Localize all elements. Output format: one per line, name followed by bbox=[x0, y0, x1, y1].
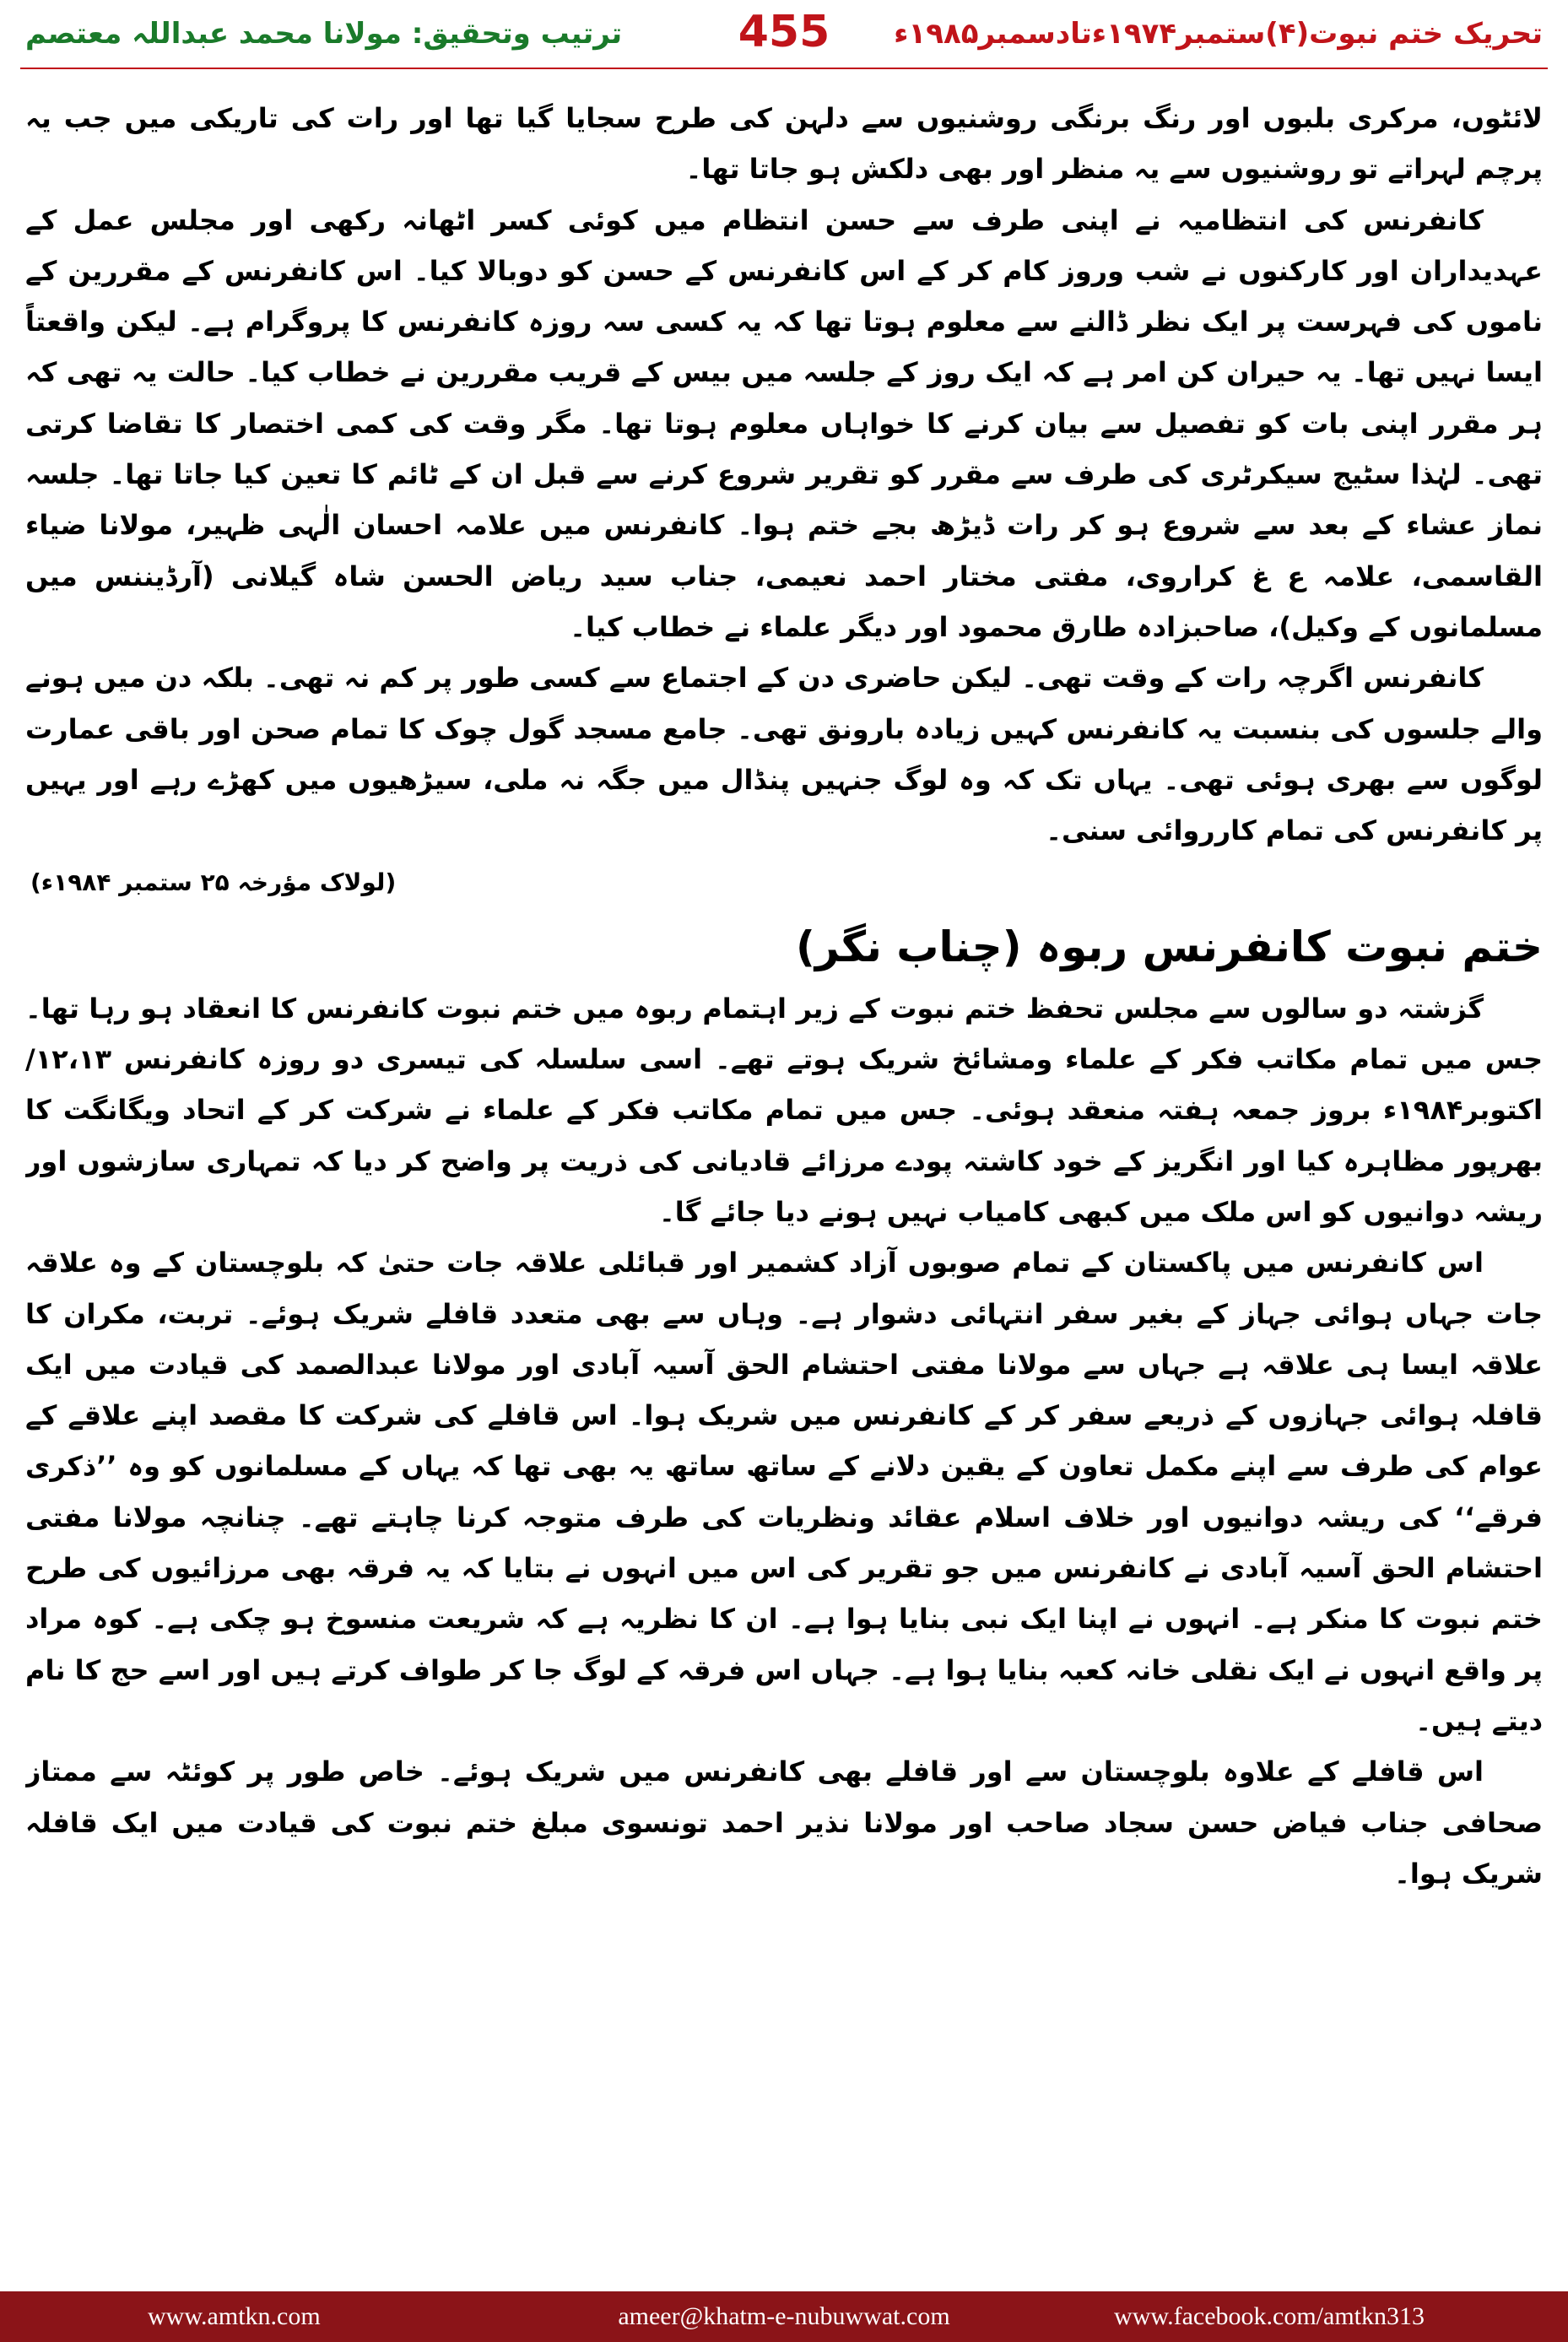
header-divider bbox=[20, 68, 1548, 69]
compiler-credit: ترتیب وتحقیق: مولانا محمد عبداللہ معتصم bbox=[25, 17, 623, 51]
facebook-link[interactable]: www.facebook.com/amtkn313 bbox=[1114, 2302, 1425, 2330]
page-footer bbox=[0, 2291, 1568, 2342]
paragraph-6: اس قافلے کے علاوہ بلوچستان سے اور قافلے بھی کانفرنس میں شریک ہوئے۔ خاص طور پر کوئٹہ سے ممتاز صحافی جناب فیاض حسن سجاد صاحب اور مولانا نذیر احمد تونسوی مبلغ ختم نبوت کی قیادت میں ایک قافلہ شریک ہوا۔ bbox=[25, 1755, 1543, 1890]
article-body bbox=[25, 93, 1543, 2270]
source-reference: (لولاک مؤرخہ ۲۵ ستمبر ۱۹۸۴ء) bbox=[30, 868, 397, 897]
website-link[interactable]: www.amtkn.com bbox=[148, 2302, 321, 2330]
page-number: 455 bbox=[738, 7, 830, 57]
page-header bbox=[0, 0, 1568, 68]
paragraph-3-block bbox=[25, 652, 1543, 856]
paragraph-3: کانفرنس اگرچہ رات کے وقت تھی۔ لیکن حاضری دن کے اجتماع سے کسی طور پر کم نہ تھی۔ بلکہ دن میں ہونے والے جلسوں کی بنسبت یہ کانفرنس کہیں زیادہ بارونق تھی۔ جامع مسجد گول چوک کا تمام صحن اور باقی عمارت لوگوں سے بھری ہوئی تھی۔ یہاں تک کہ وہ لوگ جنہیں پنڈال میں جگہ نہ ملی، سیڑھیوں میں کھڑے رہے اور یہیں پر کانفرنس کی تمام کارروائی سنی۔ bbox=[25, 662, 1543, 847]
paragraph-2: کانفرنس کی انتظامیہ نے اپنی طرف سے حسن انتظام میں کوئی کسر اٹھانہ رکھی اور مجلس عمل کے عہدیداران اور کارکنوں نے شب وروز کام کر کے اس کانفرنس کے حسن کو دوبالا کیا۔ اس کانفرنس کے مقررین کے ناموں کی فہرست پر ایک نظر ڈالنے سے معلوم ہوتا تھا کہ یہ کسی سہ روزہ کانفرنس کا پروگرام ہے۔ لیکن واقعتاً ایسا نہیں تھا۔ یہ حیران کن امر ہے کہ ایک روز کے جلسہ میں بیس کے قریب مقررین نے خطاب کیا۔ حالت یہ تھی کہ ہر مقرر اپنی بات کو تفصیل سے بیان کرنے کا خواہاں معلوم ہوتا تھا۔ مگر وقت کی کمی اختصار کا تقاضا کرتی تھی۔ لہٰذا سٹیج سیکرٹری کی طرف سے مقرر کو تقریر شروع کرنے سے قبل ان کے ٹائم کا تعین کیا جاتا تھا۔ جلسہ نماز عشاء کے بعد سے شروع ہو کر رات ڈیڑھ بجے ختم ہوا۔ کانفرنس میں علامہ احسان الٰہی ظہیر، مولانا ضیاء القاسمی، علامہ ع غ کراروی، مفتی مختار احمد نعیمی، جناب سید ریاض الحسن شاہ گیلانی (آرڈیننس میں مسلمانوں کے وکیل)، صاحبزادہ طارق محمود اور دیگر علماء نے خطاب کیا۔ bbox=[25, 203, 1543, 643]
paragraph-1: لائٹوں، مرکری بلبوں اور رنگ برنگی روشنیوں سے دلہن کی طرح سجایا گیا تھا اور رات کی تاریکی میں جب یہ پرچم لہراتے تو روشنیوں سے یہ منظر اور بھی دلکش ہو جاتا تھا۔ bbox=[25, 102, 1543, 186]
section-heading: ختم نبوت کانفرنس ربوہ (چناب نگر) bbox=[796, 922, 1543, 971]
email-link[interactable]: ameer@khatm-e-nubuwwat.com bbox=[618, 2302, 950, 2330]
book-title: تحریک ختم نبوت(۴)ستمبر۱۹۷۴ءتادسمبر۱۹۸۵ء bbox=[894, 17, 1543, 51]
paragraph-5: اس کانفرنس میں پاکستان کے تمام صوبوں آزاد کشمیر اور قبائلی علاقہ جات حتیٰ کہ بلوچستان کے وہ علاقہ جات جہاں ہوائی جہاز کے بغیر سفر انتہائی دشوار ہے۔ وہاں سے بھی متعدد قافلے شریک ہوئے۔ تربت، مکران کا علاقہ ایسا ہی علاقہ ہے جہاں سے مولانا مفتی احتشام الحق آسیہ آبادی اور مولانا عبدالصمد کی قیادت میں ایک قافلہ ہوائی جہازوں کے ذریعے سفر کر کے کانفرنس میں شریک ہوا۔ اس قافلے کی شرکت کا مقصد اپنے علاقے کے عوام کی طرف سے اپنے مکمل تعاون کے یقین دلانے کے ساتھ ساتھ یہ بھی تھا کہ یہاں کے مسلمانوں کو وہ ’’ذکری فرقے‘‘ کی ریشہ دوانیوں اور خلاف اسلام عقائد ونظریات کی طرف متوجہ کرنا چاہتے تھے۔ چنانچہ مولانا مفتی احتشام الحق آسیہ آبادی نے کانفرنس میں جو تقریر کی اس میں انہوں نے بتایا کہ یہ فرقہ بھی مرزائیوں کی طرح ختم نبوت کا منکر ہے۔ انہوں نے اپنا ایک نبی بنایا ہوا ہے۔ ان کا نظریہ ہے کہ شریعت منسوخ ہو چکی ہے۔ کوہ مراد پر واقع انہوں نے ایک نقلی خانہ کعبہ بنایا ہوا ہے۔ جہاں اس فرقہ کے لوگ جا کر طواف کرتے ہیں اور اسے حج کا نام دیتے ہیں۔ bbox=[25, 1247, 1543, 1737]
source-reference-row bbox=[25, 856, 1543, 908]
paragraph-4: گزشتہ دو سالوں سے مجلس تحفظ ختم نبوت کے زیر اہتمام ربوہ میں ختم نبوت کانفرنس کا انعقاد ہو رہا تھا۔ جس میں تمام مکاتب فکر کے علماء ومشائخ شریک ہوتے تھے۔ اسی سلسلہ کی تیسری دو روزہ کانفرنس ۱۲،۱۳/اکتوبر۱۹۸۴ء بروز جمعہ ہفتہ منعقد ہوئی۔ جس میں تمام مکاتب فکر کے علماء نے شرکت کر کے اتحاد ویگانگت کا بھرپور مظاہرہ کیا اور انگریز کے خود کاشتہ پودے مرزائے قادیانی کی ذریت پر واضح کر دیا کہ تمہاری سازشوں اور ریشہ دوانیوں کو اس ملک میں کبھی کامیاب نہیں ہونے دیا جائے گا۔ bbox=[25, 992, 1543, 1228]
